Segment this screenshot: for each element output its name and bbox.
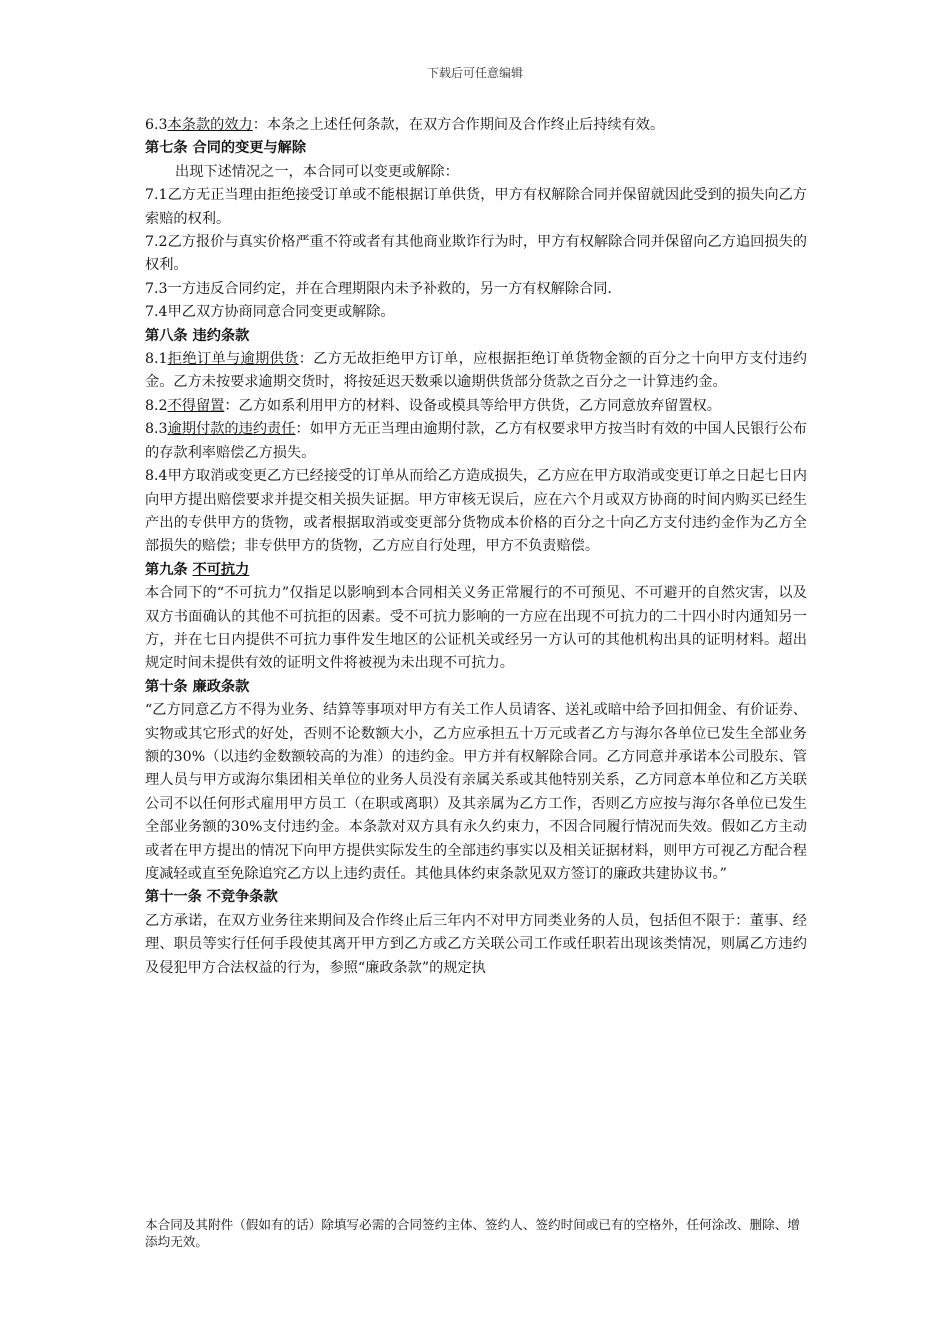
clause-text: ：乙方无故拒绝甲方订单，应根据拒绝订单货物金额的百分之十向甲方支付违约金。乙方未按要求逾期交货时，将按延迟天数乘以逾期供货部分货款之百分之一计算违约金。 (145, 351, 807, 391)
clause-title: 不得留置 (167, 397, 225, 414)
clause-title: 本条款的效力 (167, 117, 253, 133)
clause-6-3 (145, 114, 807, 137)
article-number: 第九条 (145, 561, 193, 578)
clause-7-3: 7.3一方违反合同约定，并在合理期限内未予补救的，另一方有权解除合同. (145, 280, 612, 297)
clause-8-2 (145, 395, 807, 418)
clause-title: 拒绝订单与逾期供货 (167, 351, 299, 368)
article-11-text: 乙方承诺，在双方业务往来期间及合作终止后三年内不对甲方同类业务的人员，包括但不限于：董事、经理、职员等实行任何手段使其离开甲方到乙方或乙方关联公司工作或任职若出现该类情况，则属乙方违约及侵犯甲方合法权益的行为，参照“廉政条款”的规定执 (145, 912, 807, 976)
clause-8-4: 8.4甲方取消或变更乙方已经接受的订单从而给乙方造成损失，乙方应在甲方取消或变更订单之日起七日内向甲方提出赔偿要求并提交相关损失证据。甲方审核无误后，应在六个月或双方协商的时间内购买已经生产出的专供甲方的货物，或者根据取消或变更部分货物成本价格的百分之十向乙方支付违约金作为乙方全部损失的赔偿；非专供甲方的货物，乙方应自行处理，甲方不负责赔偿。 (145, 468, 807, 555)
clause-7-4: 7.4甲乙双方协商同意合同变更或解除。 (145, 304, 395, 321)
page-header: 下载后可任意编辑 (426, 66, 523, 80)
clause-7-1: 7.1乙方无正当理由拒绝接受订单或不能根据订单供货，甲方有权解除合同并保留就因此受到的损失向乙方索赔的权利。 (145, 187, 807, 227)
clause-8-3 (145, 418, 807, 465)
article-9-heading (145, 559, 807, 582)
clause-number: 8.3 (145, 421, 168, 438)
clause-8-1 (145, 348, 807, 395)
article-title: 不可抗力 (192, 561, 250, 578)
clause-text: ：如甲方无正当理由逾期付款，乙方有权要求甲方按当时有效的中国人民银行公布的存款利率赔偿乙方损失。 (145, 421, 807, 461)
clause-text: ：本条之上述任何条款，在双方合作期间及合作终止后持续有效。 (252, 117, 665, 133)
clause-number: 8.1 (145, 351, 168, 368)
article-10-heading: 第十条 廉政条款 (145, 678, 250, 695)
clause-7-2: 7.2乙方报价与真实价格严重不符或者有其他商业欺诈行为时，甲方有权解除合同并保留向乙方追回损失的权利。 (145, 234, 807, 274)
article-7-heading: 第七条 合同的变更与解除 (145, 140, 307, 157)
clause-text: ：乙方如系利用甲方的材料、设备或模具等给甲方供货，乙方同意放弃留置权。 (224, 397, 721, 414)
clause-number: 6.3 (145, 117, 168, 133)
page-footer: 本合同及其附件（假如有的话）除填写必需的合同签约主体、签约人、签约时间或已有的空格外，任何涂改、删除、增添均无效。 (145, 1217, 800, 1249)
article-7-intro: 出现下述情况之一，本合同可以变更或解除： (175, 163, 459, 180)
article-9-text: 本合同下的“不可抗力”仅指足以影响到本合同相关义务正常履行的不可预见、不可避开的自然灾害，以及双方书面确认的其他不可抗拒的因素。受不可抗力影响的一方应在出现不可抗力的二十四小时内通知另一方，并在七日内提供不可抗力事件发生地区的公证机关或经另一方认可的其他机构出具的证明材料。超出规定时间未提供有效的证明文件将被视为未出现不可抗力。 (145, 585, 807, 672)
document-body (145, 114, 807, 980)
article-10-text: “乙方同意乙方不得为业务、结算等事项对甲方有关工作人员请客、送礼或暗中给予回扣佣金、有价证券、实物或其它形式的好处，否则不论数额大小，乙方应承担五十万元或者乙方与海尔各单位已发生全部业务额的30%（以违约金数额较高的为准）的违约金。甲方并有权解除合同。乙方同意并承诺本公司股东、管理人员与甲方或海尔集团相关单位的业务人员没有亲属关系或其他特别关系，乙方同意本单位和乙方关联公司不以任何形式雇用甲方员工（在职或离职）及其亲属为乙方工作，否则乙方应按与海尔各单位已发生全部业务额的30%支付违约金。本条款对双方具有永久约束力，不因合同履行情况而失效。假如乙方主动或者在甲方提出的情况下向甲方提供实际发生的全部违约事实以及相关证据材料，则甲方可视乙方配合程度减轻或直至免除追究乙方以上违约责任。其他具体约束条款见双方签订的廉政共建协议书。” (145, 702, 807, 882)
article-8-heading: 第八条 违约条款 (145, 327, 250, 344)
article-11-heading: 第十一条 不竞争条款 (145, 889, 278, 906)
clause-title: 逾期付款的违约责任 (167, 421, 296, 438)
clause-number: 8.2 (145, 397, 168, 414)
